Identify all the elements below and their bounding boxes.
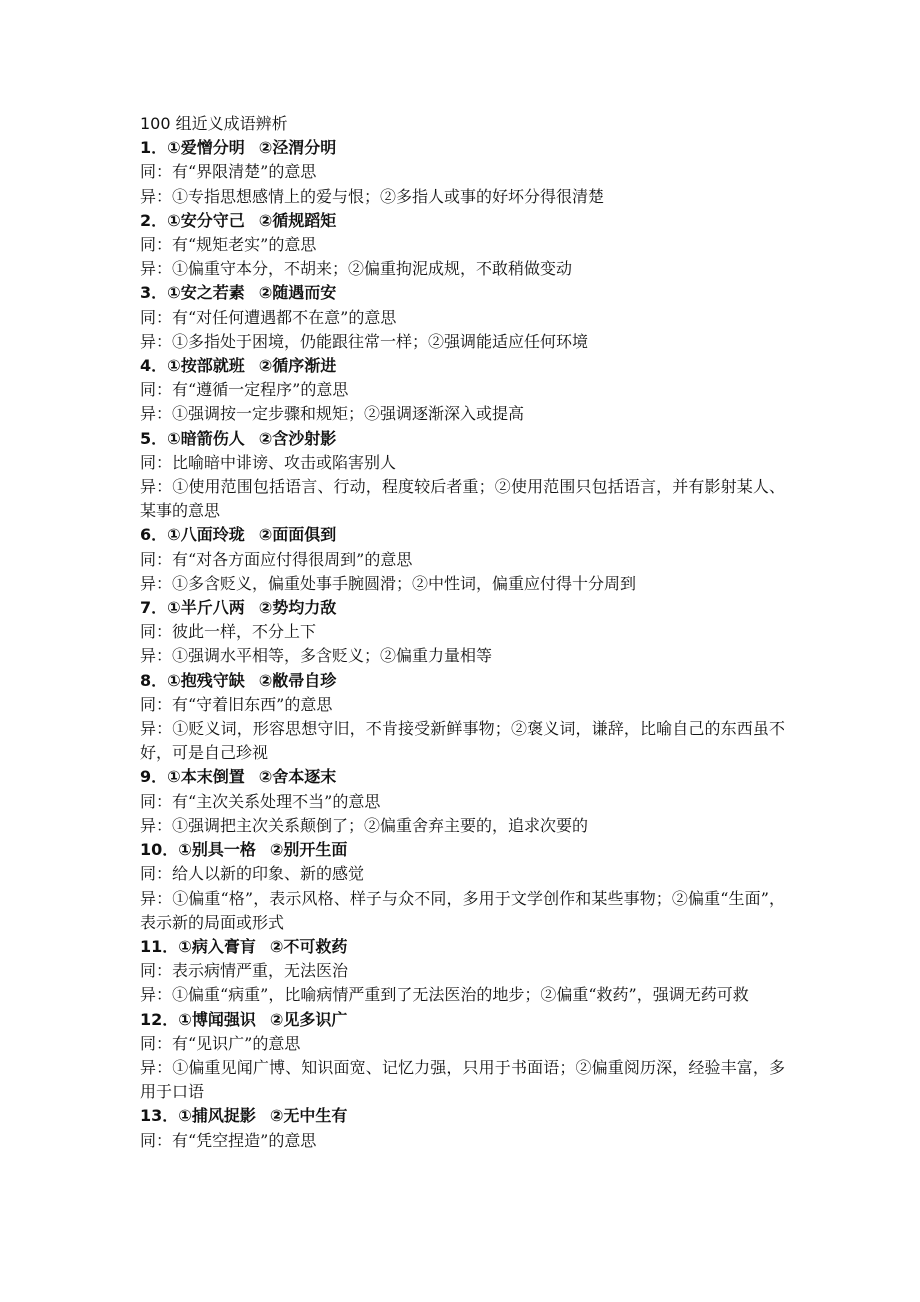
idiom-entry xyxy=(140,765,785,838)
entry-number: 1． xyxy=(140,138,168,158)
idiom-b: ②无中生有 xyxy=(269,1106,348,1126)
idiom-a: ①博闻强识 xyxy=(178,1009,256,1029)
idiom-b: ②随遇而安 xyxy=(258,283,337,303)
entry-number: 4． xyxy=(140,356,168,376)
idiom-a: ①暗箭伤人 xyxy=(167,428,245,448)
idiom-entry xyxy=(140,427,785,524)
similarity-line: 同：表示病情严重，无法医治 xyxy=(140,961,349,981)
difference-line: 异：①贬义词，形容思想守旧，不肯接受新鲜事物；②褒义词，谦辞，比喻自己的东西虽不好，可是自己珍视 xyxy=(140,719,785,763)
entry-number: 2． xyxy=(140,210,168,230)
entry-heading xyxy=(140,596,785,620)
entry-heading xyxy=(140,765,785,789)
idiom-entry xyxy=(140,935,785,1008)
idiom-entry xyxy=(140,838,785,935)
entry-number: 6． xyxy=(140,525,168,545)
idiom-b: ②见多识广 xyxy=(269,1009,348,1029)
entry-heading xyxy=(140,209,785,233)
similarity-line: 同：有“界限清楚”的意思 xyxy=(140,162,317,182)
idiom-entry xyxy=(140,136,785,209)
idiom-entry xyxy=(140,354,785,427)
idiom-a: ①捕风捉影 xyxy=(178,1106,256,1126)
entry-number: 11． xyxy=(140,936,179,956)
difference-line: 异：①强调按一定步骤和规矩；②强调逐渐深入或提高 xyxy=(140,404,525,424)
similarity-line: 同：有“主次关系处理不当”的意思 xyxy=(140,791,381,811)
entry-number: 5． xyxy=(140,428,168,448)
similarity-line: 同：有“见识广”的意思 xyxy=(140,1033,301,1053)
entry-number: 3． xyxy=(140,283,168,303)
idiom-entry-list xyxy=(140,136,785,1153)
entry-number: 7． xyxy=(140,598,168,618)
idiom-entry xyxy=(140,669,785,766)
entry-number: 13． xyxy=(140,1106,179,1126)
similarity-line: 同：有“遵循一定程序”的意思 xyxy=(140,380,349,400)
entry-heading xyxy=(140,935,785,959)
entry-heading xyxy=(140,281,785,305)
idiom-b: ②敝帚自珍 xyxy=(258,670,337,690)
idiom-entry xyxy=(140,1008,785,1105)
idiom-b: ②循序渐进 xyxy=(258,356,337,376)
difference-line: 异：①专指思想感情上的爱与恨；②多指人或事的好坏分得很清楚 xyxy=(140,186,605,206)
idiom-entry xyxy=(140,523,785,596)
idiom-a: ①按部就班 xyxy=(167,356,245,376)
idiom-b: ②别开生面 xyxy=(269,840,348,860)
difference-line: 异：①使用范围包括语言、行动，程度较后者重；②使用范围只包括语言，并有影射某人、某事的意思 xyxy=(140,477,785,521)
entry-number: 9． xyxy=(140,767,168,787)
idiom-b: ②不可救药 xyxy=(269,936,348,956)
idiom-a: ①本末倒置 xyxy=(167,767,245,787)
difference-line: 异：①多指处于困境，仍能跟往常一样；②强调能适应任何环境 xyxy=(140,331,589,351)
idiom-a: ①八面玲珑 xyxy=(167,525,245,545)
document-title: 100 组近义成语辨析 xyxy=(140,114,288,133)
entry-heading xyxy=(140,1104,785,1128)
similarity-line: 同：彼此一样，不分上下 xyxy=(140,622,317,642)
idiom-a: ①安分守己 xyxy=(167,210,245,230)
idiom-a: ①安之若素 xyxy=(167,283,245,303)
idiom-a: ①爱憎分明 xyxy=(167,138,245,158)
entry-heading xyxy=(140,523,785,547)
difference-line: 异：①偏重“格”，表示风格、样子与众不同，多用于文学创作和某些事物；②偏重“生面”，表示新的局面或形式 xyxy=(140,888,785,932)
idiom-a: ①病入膏肓 xyxy=(178,936,256,956)
idiom-b: ②面面俱到 xyxy=(258,525,337,545)
idiom-entry xyxy=(140,596,785,669)
entry-heading xyxy=(140,838,785,862)
entry-heading xyxy=(140,1008,785,1032)
entry-heading xyxy=(140,669,785,693)
similarity-line: 同：有“对任何遭遇都不在意”的意思 xyxy=(140,307,397,327)
idiom-a: ①抱残守缺 xyxy=(167,670,245,690)
idiom-entry xyxy=(140,1104,785,1152)
difference-line: 异：①强调把主次关系颠倒了；②偏重舍弃主要的，追求次要的 xyxy=(140,815,589,835)
idiom-b: ②含沙射影 xyxy=(258,428,337,448)
entry-heading xyxy=(140,427,785,451)
idiom-b: ②泾渭分明 xyxy=(258,138,337,158)
similarity-line: 同：有“对各方面应付得很周到”的意思 xyxy=(140,549,413,569)
difference-line: 异：①多含贬义，偏重处事手腕圆滑；②中性词，偏重应付得十分周到 xyxy=(140,573,637,593)
similarity-line: 同：有“凭空捏造”的意思 xyxy=(140,1130,317,1150)
idiom-b: ②势均力敌 xyxy=(258,598,337,618)
similarity-line: 同：有“守着旧东西”的意思 xyxy=(140,694,333,714)
similarity-line: 同：有“规矩老实”的意思 xyxy=(140,235,317,255)
idiom-entry xyxy=(140,281,785,354)
difference-line: 异：①偏重“病重”，比喻病情严重到了无法医治的地步；②偏重“救药”，强调无药可救 xyxy=(140,985,749,1005)
difference-line: 异：①偏重见闻广博、知识面宽、记忆力强，只用于书面语；②偏重阅历深，经验丰富，多用于口语 xyxy=(140,1057,785,1102)
difference-line: 异：①偏重守本分，不胡来；②偏重拘泥成规，不敢稍做变动 xyxy=(140,259,573,279)
idiom-b: ②循规蹈矩 xyxy=(258,210,337,230)
entry-number: 8． xyxy=(140,670,168,690)
similarity-line: 同：给人以新的印象、新的感觉 xyxy=(140,864,365,884)
idiom-b: ②舍本逐末 xyxy=(258,767,337,787)
entry-heading xyxy=(140,354,785,378)
document-body xyxy=(140,112,785,1153)
entry-number: 12． xyxy=(140,1009,179,1029)
idiom-a: ①半斤八两 xyxy=(167,598,245,618)
entry-number: 10． xyxy=(140,840,179,860)
similarity-line: 同：比喻暗中诽谤、攻击或陷害别人 xyxy=(140,452,397,472)
idiom-a: ①别具一格 xyxy=(178,840,256,860)
idiom-entry xyxy=(140,209,785,282)
entry-heading xyxy=(140,136,785,160)
difference-line: 异：①强调水平相等，多含贬义；②偏重力量相等 xyxy=(140,646,493,666)
